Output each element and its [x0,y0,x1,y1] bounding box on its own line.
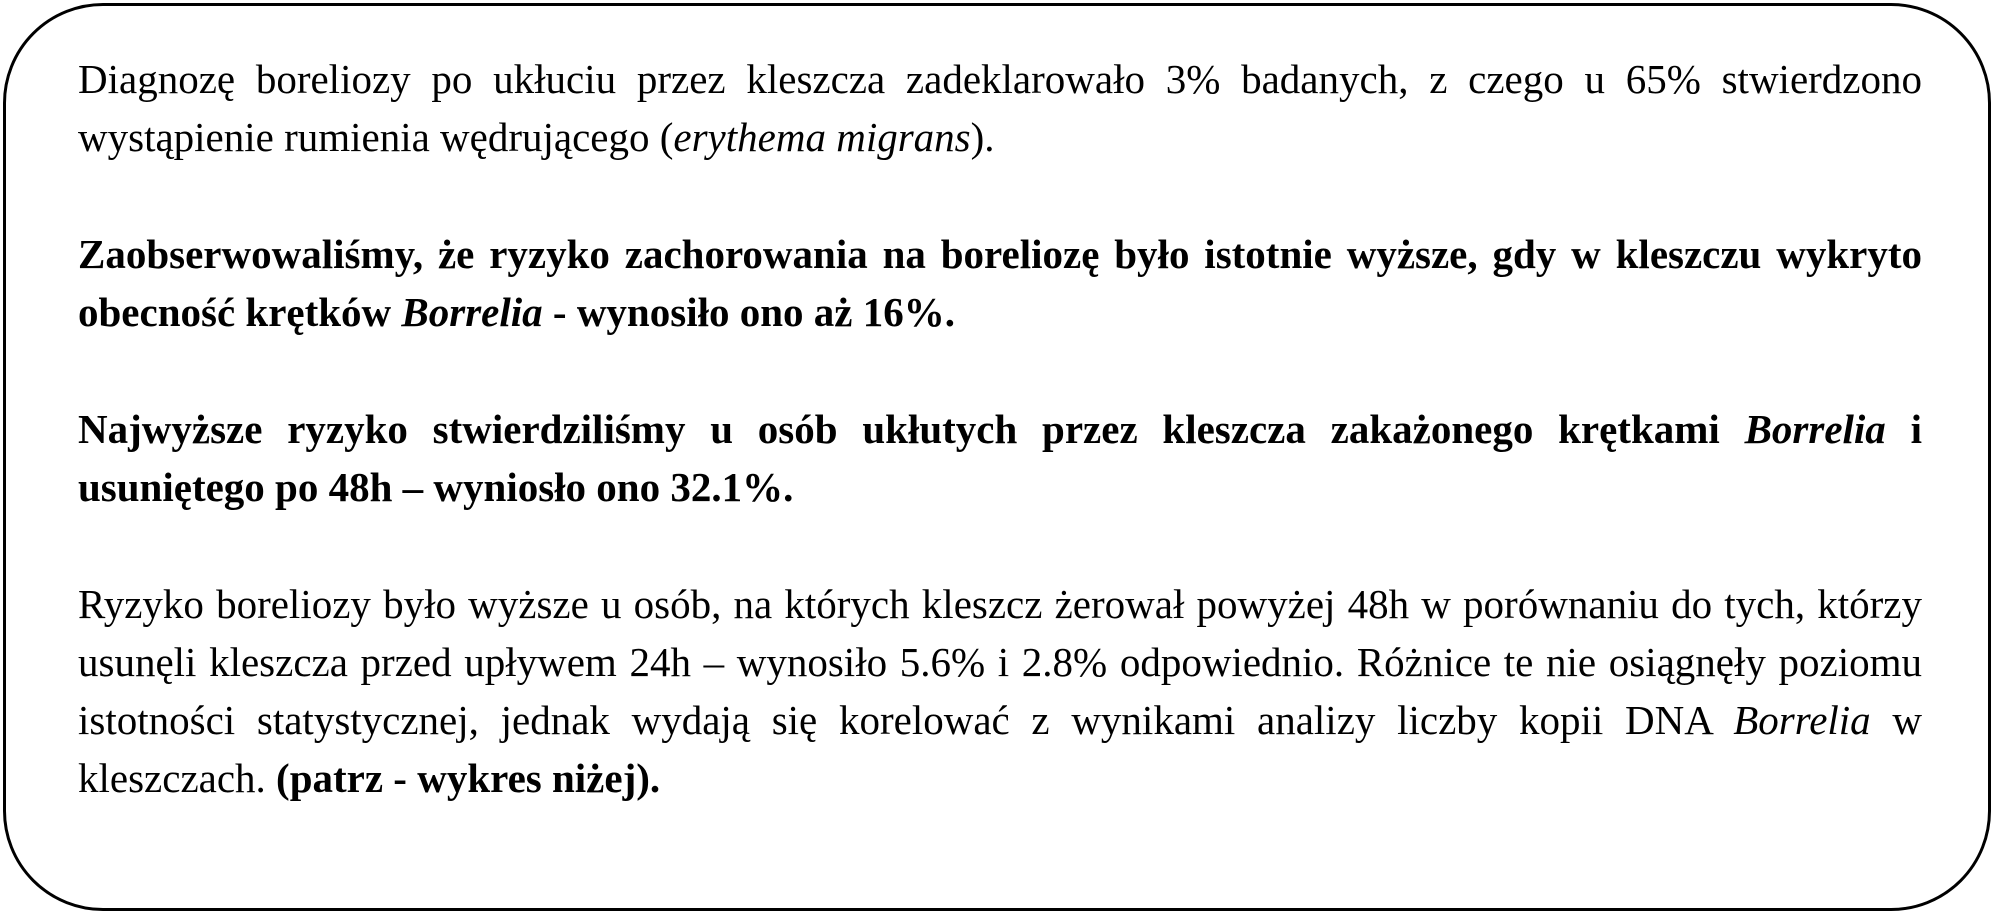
paragraph-feeding-time [78,575,1922,807]
diagnosis-text: Diagnozę boreliozy po ukłuciu przez kleszcza zadeklarowało 3% badanych, z czego u 65% stwierdzono wystąpienie rumienia wędrującego ( [78,56,1922,160]
highest-risk-text-end: i usuniętego po 48h – wyniosło ono 32.1%. [78,406,1922,510]
erythema-migrans-term: erythema migrans [673,114,971,160]
borrelia-term: Borrelia [1733,697,1871,743]
borrelia-term: Borrelia [401,289,543,335]
paragraph-highest-risk [78,400,1922,516]
diagnosis-text-end: ). [970,114,995,160]
paragraph-diagnosis [78,50,1922,166]
borrelia-risk-text-end: - wynosiło ono aż 16%. [542,289,955,335]
text-content [78,50,1922,807]
paragraph-borrelia-risk [78,225,1922,341]
borrelia-risk-text: Zaobserwowaliśmy, że ryzyko zachorowania na boreliozę było istotnie wyższe, gdy w kleszczu wykryto obecność krętków [78,231,1922,335]
feeding-time-text: Ryzyko boreliozy było wyższe u osób, na których kleszcz żerował powyżej 48h w porównaniu do tych, którzy usunęli kleszcza przed upływem 24h – wynosiło 5.6% i 2.8% odpowiednio. Różnice te nie osiągnęły poziomu istotności statystycznej, jednak wydają się korelować z wynikami analizy liczby kopii DNA [78,581,1922,743]
highest-risk-text: Najwyższe ryzyko stwierdziliśmy u osób ukłutych przez kleszcza zakażonego krętkami [78,406,1745,452]
borrelia-term: Borrelia [1744,406,1886,452]
feeding-time-text-mid: w kleszczach. [78,697,1923,801]
see-chart-below-note: (patrz - wykres niżej). [276,755,661,801]
